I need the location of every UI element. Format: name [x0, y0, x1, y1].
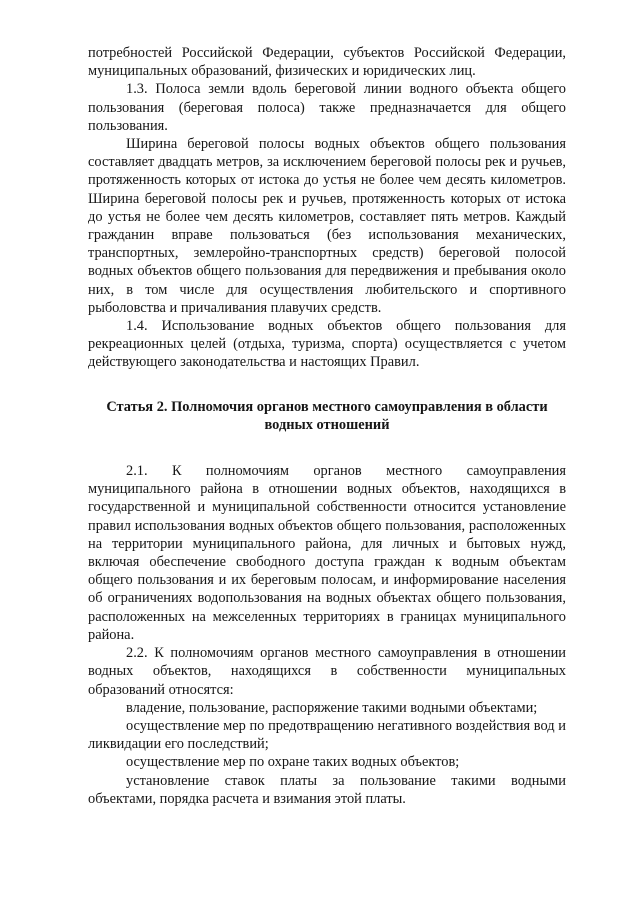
paragraph-2-1: 2.1. К полномочиям органов местного самоуправления муниципального района в отношении водных объектов, находящихся в государственной и муниципальной собственности относится установление правил использования водных объектов общего пользования, расположенных на территории муниципального района, для личных и бытовых нужд, включая обеспечение свободного доступа граждан к водным объектам общего пользования и их береговым полосам, и информирование населения об ограничениях водопользования на водных объектах общего пользования, расположенных на межселенных территориях в границах муниципального района. [88, 463, 566, 643]
paragraph-1-4: 1.4. Использование водных объектов общего пользования для рекреационных целей (отдыха, туризма, спорта) осуществляется с учетом действующего законодательства и настоящих Правил. [88, 318, 566, 371]
article-2-heading: Статья 2. Полномочия органов местного самоуправления в области водных отношений [106, 398, 548, 433]
paragraph-2-2: 2.2. К полномочиям органов местного самоуправления в отношении водных объектов, находящихся в собственности муниципальных образований относятся: [88, 645, 566, 698]
paragraph-continuation: потребностей Российской Федерации, субъектов Российской Федерации, муниципальных образований, физических и юридических лиц. [88, 45, 566, 80]
list-item-fees: установление ставок платы за пользование такими водными объектами, порядка расчета и взимания этой платы. [88, 772, 566, 807]
list-item-negative-impact: осуществление мер по предотвращению негативного воздействия вод и ликвидации его последствий; [88, 717, 566, 753]
paragraph-1-3: 1.3. Полоса земли вдоль береговой линии водного объекта общего пользования (береговая полоса) также предназначается для общего пользования. [88, 81, 566, 134]
list-item-ownership: владение, пользование, распоряжение такими водными объектами; [126, 699, 538, 716]
document-page [88, 44, 566, 808]
list-item-protection: осуществление мер по охране таких водных объектов; [126, 754, 460, 771]
paragraph-shore-width: Ширина береговой полосы водных объектов общего пользования составляет двадцать метров, за исключением береговой полосы рек и ручьев, протяженность которых от истока до устья не более чем десять километров. Ширина береговой полосы рек и ручьев, протяженность которых от истока до устья не более чем десять километров, составляет пять метров. Каждый гражданин вправе пользоваться (без использования механических, транспортных, землеройно-транспортных средств) береговой полосой водных объектов общего пользования для передвижения и пребывания около них, в том числе для осуществления любительского и спортивного рыболовства и причаливания плавучих средств. [88, 136, 566, 316]
